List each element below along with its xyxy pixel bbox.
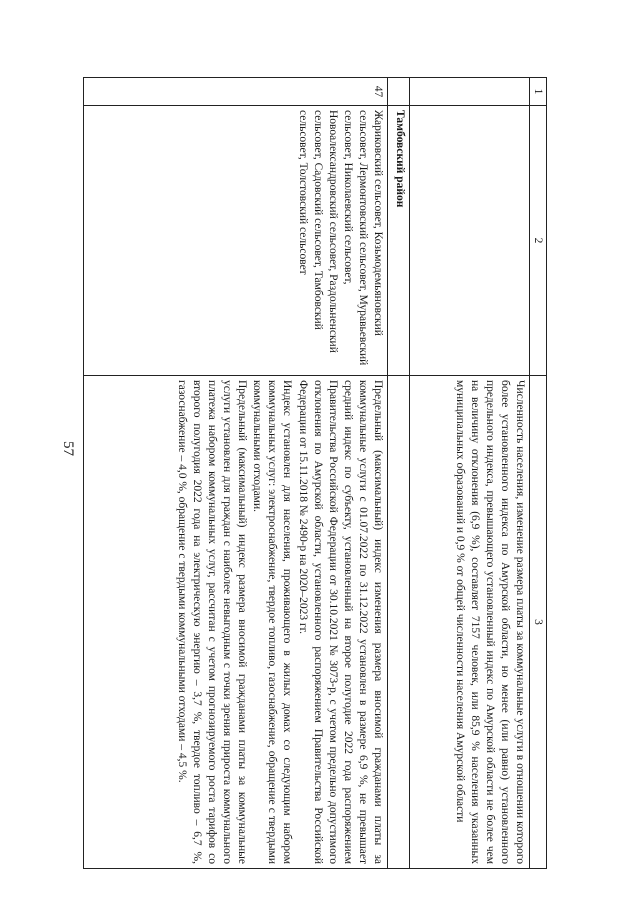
header-col-3: 3 <box>530 376 547 869</box>
row-47-settlements: Жариковский сельсовет, Козьмодемьяновский сельсовет, Лермонтовский сельсовет, Муравьевский сельсовет, Николаевский сельсовет, Новоалександровский сельсовет, Раздольненский сельсовет, Садовский сельсовет, Тамбовский сельсовет, Толстовский сельсовет <box>84 106 388 376</box>
row-47-description <box>84 376 388 869</box>
table-row <box>84 78 388 869</box>
header-col-1: 1 <box>530 78 547 106</box>
region-row <box>388 78 410 869</box>
data-table <box>83 77 547 869</box>
row-prev-number <box>410 78 530 106</box>
row-47-paragraph-2: Индекс установлен для населения, проживающего в жилых домах со следующим набором коммунальных услуг: электроснабжение, твердое топливо, газоснабжение, обращение с твердыми коммунальными отходами. <box>251 380 294 864</box>
region-row-number <box>388 78 410 106</box>
region-row-description <box>388 376 410 869</box>
row-47-paragraph-1: Предельный (максимальный) индекс изменения размера вносимой гражданами платы за коммунальные услуги с 01.07.2022 по 31.12.2022 установлен в размере 6,9 %, не превышает средний индекс по субъекту, установленный на второе полугодие 2022 года распоряжением Правительства Российской Федерации от 30.10.2021 № 3073-р, с учетом предельно допустимого отклонения по Амурской области, установленного распоряжением Правительства Российской Федерации от 15.11.2018 № 2490-р на 2020–2023 гг. <box>296 380 384 864</box>
row-47-paragraph-3: Предельный (максимальный) индекс размера вносимой гражданами платы за коммунальные услуги установлен для граждан с наиболее невыгодным с точки зрения прироста коммунального платежа набором коммунальных услуг, рассчитан с учетом прогнозируемого роста тарифов со второго полугодия 2022 года на электрическую энергию – 3,7 %, твердое топливо – 6,7 %, газоснабжение – 4,0 %, обращение с твердыми коммунальными отходами – 4,5 %. <box>175 380 249 864</box>
region-name: Тамбовский район <box>388 106 410 376</box>
row-prev-description: Численность населения, изменение размера платы за коммунальные услуги в отношении которого более установленного индекса по Амурской области, но менее (или равно) установленного предельного индекса, превышающего установленный индекс по Амурской области не более чем на величину отклонения (6,9 %), составляет 7157 человек, или 85,9 % населения указанных муниципальных образований и 0,9 % от общей численности населения Амурской области <box>410 376 530 869</box>
row-prev-settlements <box>410 106 530 376</box>
row-47-number: 47 <box>84 78 388 106</box>
header-col-2: 2 <box>530 106 547 376</box>
page-number: 57 <box>60 441 76 456</box>
table-row <box>410 78 530 869</box>
header-row <box>530 78 547 869</box>
rotated-document-page <box>83 77 547 869</box>
